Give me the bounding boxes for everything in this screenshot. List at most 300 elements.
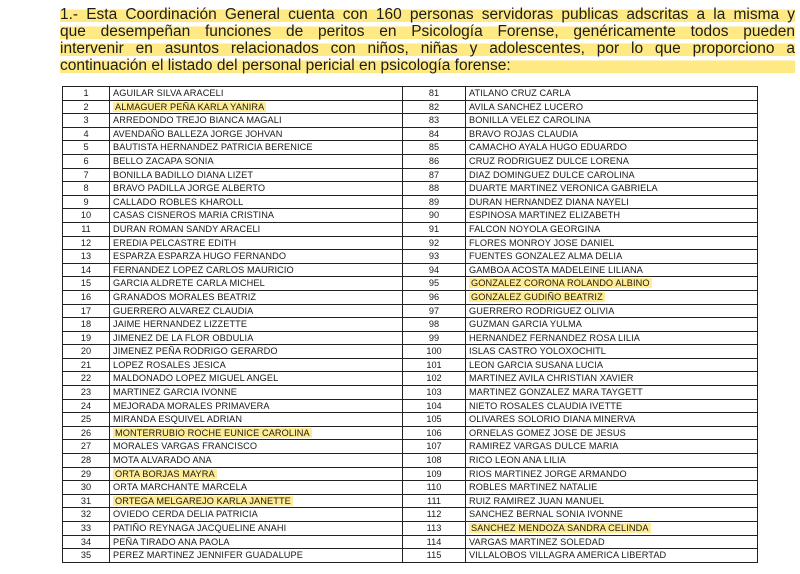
staff-name-right bbox=[466, 195, 758, 209]
row-number-left bbox=[63, 345, 110, 359]
row-number-right bbox=[403, 100, 466, 114]
table-row bbox=[63, 304, 758, 318]
row-number-right bbox=[403, 399, 466, 413]
row-number-left-text: 30 bbox=[80, 482, 92, 493]
row-number-right-text: 81 bbox=[428, 88, 440, 98]
staff-name-right-text: ROBLES MARTINEZ NATALIE bbox=[469, 482, 598, 493]
staff-name-right bbox=[466, 290, 758, 304]
staff-name-right bbox=[466, 413, 758, 427]
staff-name-right bbox=[466, 494, 758, 508]
staff-name-right bbox=[466, 481, 758, 495]
staff-name-left-text: ORTA MARCHANTE MARCELA bbox=[113, 482, 248, 493]
row-number-left-text: 7 bbox=[83, 169, 89, 180]
staff-name-left-text: DURAN ROMAN SANDY ARACELI bbox=[113, 223, 261, 234]
staff-name-left bbox=[110, 494, 403, 508]
table-row bbox=[63, 494, 758, 508]
row-number-right-text: 99 bbox=[428, 332, 440, 343]
staff-name-left bbox=[110, 168, 403, 182]
row-number-left bbox=[63, 127, 110, 141]
staff-name-right bbox=[466, 522, 758, 536]
row-number-left bbox=[63, 195, 110, 209]
staff-name-left-text: MIRANDA ESQUIVEL ADRIAN bbox=[113, 414, 243, 425]
intro-paragraph bbox=[60, 6, 795, 74]
table-row bbox=[63, 522, 758, 536]
row-number-right-text: 95 bbox=[428, 278, 440, 289]
staff-name-right bbox=[466, 304, 758, 318]
staff-name-left-text: BELLO ZACAPA SONIA bbox=[113, 155, 214, 166]
staff-name-left-text: FERNANDEZ LOPEZ CARLOS MAURICIO bbox=[113, 264, 294, 275]
row-number-left-text: 11 bbox=[81, 223, 91, 234]
staff-name-left-text: AVENDAÑO BALLEZA JORGE JOHVAN bbox=[113, 128, 283, 139]
staff-name-right bbox=[466, 168, 758, 182]
staff-name-right bbox=[466, 372, 758, 386]
row-number-right bbox=[403, 195, 466, 209]
table-row bbox=[63, 209, 758, 223]
staff-name-left bbox=[110, 386, 403, 400]
row-number-left bbox=[63, 386, 110, 400]
row-number-right-text: 85 bbox=[428, 142, 440, 153]
row-number-left bbox=[63, 87, 110, 101]
staff-name-right-text: FUENTES GONZALEZ ALMA DELIA bbox=[469, 251, 623, 262]
row-number-left-text: 8 bbox=[83, 183, 89, 194]
staff-name-right-text: FLORES MONROY JOSE DANIEL bbox=[469, 237, 615, 248]
row-number-left-text: 19 bbox=[80, 332, 92, 343]
row-number-right-text: 98 bbox=[428, 319, 440, 330]
staff-table bbox=[62, 86, 758, 563]
row-number-left-text: 15 bbox=[80, 278, 92, 289]
staff-name-right bbox=[466, 141, 758, 155]
row-number-right bbox=[403, 508, 466, 522]
table-row bbox=[63, 277, 758, 291]
row-number-left bbox=[63, 494, 110, 508]
table-row bbox=[63, 331, 758, 345]
row-number-left bbox=[63, 263, 110, 277]
row-number-left bbox=[63, 440, 110, 454]
row-number-right bbox=[403, 154, 466, 168]
staff-name-right-text: RIOS MARTINEZ JORGE ARMANDO bbox=[469, 468, 627, 479]
intro-line: que desempeñan funciones de peritos en Psicología Forense, genéricamente todos pueden bbox=[60, 23, 795, 40]
row-number-left bbox=[63, 209, 110, 223]
row-number-left bbox=[63, 358, 110, 372]
staff-name-left-text: GRANADOS MORALES BEATRIZ bbox=[113, 291, 257, 302]
staff-name-left-text: JAIME HERNANDEZ LIZZETTE bbox=[113, 319, 248, 330]
staff-name-left bbox=[110, 481, 403, 495]
staff-name-left bbox=[110, 331, 403, 345]
row-number-right bbox=[403, 467, 466, 481]
row-number-right-text: 87 bbox=[428, 169, 440, 180]
staff-name-right-text: SANCHEZ BERNAL SONIA IVONNE bbox=[469, 509, 623, 520]
staff-name-right-text: FALCON NOYOLA GEORGINA bbox=[469, 223, 601, 234]
row-number-right bbox=[403, 127, 466, 141]
staff-name-left bbox=[110, 467, 403, 481]
row-number-right-text: 107 bbox=[426, 441, 442, 452]
staff-name-left bbox=[110, 114, 403, 128]
staff-name-left bbox=[110, 454, 403, 468]
row-number-left-text: 16 bbox=[80, 291, 92, 302]
row-number-right bbox=[403, 141, 466, 155]
staff-name-left bbox=[110, 549, 403, 563]
staff-name-left bbox=[110, 426, 403, 440]
table-row bbox=[63, 87, 758, 101]
row-number-left-text: 28 bbox=[80, 455, 92, 466]
table-row bbox=[63, 318, 758, 332]
row-number-right-text: 104 bbox=[426, 400, 442, 411]
staff-name-right-text: GUERRERO RODRIGUEZ OLIVIA bbox=[469, 305, 615, 316]
staff-name-left-text: JIMENEZ DE LA FLOR OBDULIA bbox=[113, 332, 254, 343]
row-number-left-text: 32 bbox=[80, 509, 92, 520]
row-number-left-text: 20 bbox=[80, 346, 92, 357]
row-number-left bbox=[63, 426, 110, 440]
staff-name-left bbox=[110, 222, 403, 236]
staff-name-left bbox=[110, 372, 403, 386]
row-number-right bbox=[403, 209, 466, 223]
staff-name-right-text: BRAVO ROJAS CLAUDIA bbox=[469, 128, 578, 139]
intro-line: 1.- Esta Coordinación General cuenta con 160 personas servidoras publicas adscritas a la misma y bbox=[60, 6, 795, 23]
staff-name-left bbox=[110, 508, 403, 522]
staff-name-right-text: NIETO ROSALES CLAUDIA IVETTE bbox=[469, 400, 623, 411]
staff-name-right-text: AVILA SANCHEZ LUCERO bbox=[469, 101, 584, 112]
row-number-left bbox=[63, 154, 110, 168]
staff-name-left bbox=[110, 87, 403, 101]
staff-name-right bbox=[466, 222, 758, 236]
row-number-right bbox=[403, 318, 466, 332]
staff-name-right bbox=[466, 426, 758, 440]
row-number-right-text: 110 bbox=[426, 482, 442, 493]
row-number-right bbox=[403, 426, 466, 440]
row-number-left bbox=[63, 250, 110, 264]
table-row bbox=[63, 413, 758, 427]
staff-name-right bbox=[466, 277, 758, 291]
table-row bbox=[63, 399, 758, 413]
staff-name-right-text: MARTINEZ AVILA CHRISTIAN XAVIER bbox=[469, 373, 634, 384]
row-number-left bbox=[63, 236, 110, 250]
staff-name-right bbox=[466, 345, 758, 359]
row-number-left-text: 10 bbox=[80, 210, 92, 221]
row-number-right bbox=[403, 222, 466, 236]
staff-name-right bbox=[466, 535, 758, 549]
row-number-right-text: 86 bbox=[428, 155, 440, 166]
staff-name-left-text: BRAVO PADILLA JORGE ALBERTO bbox=[113, 183, 266, 194]
staff-name-left-text: BONILLA BADILLO DIANA LIZET bbox=[113, 169, 254, 180]
staff-name-right-text: DURAN HERNANDEZ DIANA NAYELI bbox=[469, 196, 629, 207]
row-number-right bbox=[403, 345, 466, 359]
table-row bbox=[63, 508, 758, 522]
staff-name-left-text: CASAS CISNEROS MARIA CRISTINA bbox=[113, 210, 275, 221]
row-number-right bbox=[403, 114, 466, 128]
staff-table-body bbox=[63, 87, 758, 563]
row-number-left-text: 9 bbox=[83, 196, 89, 207]
row-number-right-text: 115 bbox=[426, 550, 442, 561]
staff-name-left bbox=[110, 209, 403, 223]
staff-name-right-text: VARGAS MARTINEZ SOLEDAD bbox=[469, 536, 605, 547]
staff-name-left-text: PATIÑO REYNAGA JACQUELINE ANAHI bbox=[113, 523, 287, 533]
row-number-right bbox=[403, 454, 466, 468]
row-number-right-text: 90 bbox=[428, 210, 440, 221]
table-row bbox=[63, 127, 758, 141]
row-number-left bbox=[63, 222, 110, 236]
table-row bbox=[63, 222, 758, 236]
staff-name-right-text: RICO LEON ANA LILIA bbox=[469, 455, 566, 466]
staff-name-left-text: BAUTISTA HERNANDEZ PATRICIA BERENICE bbox=[113, 142, 313, 153]
staff-name-left bbox=[110, 127, 403, 141]
table-row bbox=[63, 386, 758, 400]
staff-name-left-text: OVIEDO CERDA DELIA PATRICIA bbox=[113, 509, 258, 520]
row-number-right bbox=[403, 304, 466, 318]
row-number-left bbox=[63, 535, 110, 549]
row-number-left-text: 12 bbox=[80, 237, 92, 248]
staff-name-left bbox=[110, 318, 403, 332]
staff-name-left-text: ORTEGA MELGAREJO KARLA JANETTE bbox=[115, 495, 291, 506]
staff-name-left bbox=[110, 440, 403, 454]
staff-name-left-text: JIMENEZ PEÑA RODRIGO GERARDO bbox=[113, 346, 278, 357]
table-row bbox=[63, 263, 758, 277]
table-row bbox=[63, 440, 758, 454]
staff-name-left-text: MALDONADO LOPEZ MIGUEL ANGEL bbox=[113, 373, 279, 384]
row-number-right bbox=[403, 87, 466, 101]
row-number-left-text: 24 bbox=[80, 400, 92, 411]
row-number-right bbox=[403, 494, 466, 508]
table-row bbox=[63, 549, 758, 563]
staff-name-right-text: CRUZ RODRIGUEZ DULCE LORENA bbox=[469, 155, 629, 166]
row-number-right-text: 105 bbox=[426, 414, 442, 425]
staff-name-right bbox=[466, 114, 758, 128]
staff-name-left-text: MEJORADA MORALES PRIMAVERA bbox=[113, 400, 270, 411]
table-row bbox=[63, 372, 758, 386]
row-number-left-text: 4 bbox=[83, 128, 89, 139]
staff-name-right-text: RUIZ RAMIREZ JUAN MANUEL bbox=[469, 495, 605, 506]
row-number-right-text: 113 bbox=[426, 523, 442, 533]
table-row bbox=[63, 182, 758, 196]
staff-name-left-text: PEÑA TIRADO ANA PAOLA bbox=[113, 536, 230, 547]
row-number-left-text: 23 bbox=[80, 387, 92, 398]
row-number-right-text: 102 bbox=[426, 373, 442, 384]
staff-name-left-text: MOTA ALVARADO ANA bbox=[113, 455, 212, 466]
row-number-left-text: 1 bbox=[83, 88, 89, 98]
row-number-right-text: 84 bbox=[428, 128, 440, 139]
staff-name-left-text: MORALES VARGAS FRANCISCO bbox=[113, 441, 258, 452]
row-number-right-text: 88 bbox=[428, 183, 440, 194]
staff-name-right bbox=[466, 182, 758, 196]
intro-line: intervenir en asuntos relacionados con niños, niñas y adolescentes, por lo que proporciono a bbox=[60, 40, 795, 57]
staff-name-right-text: ORNELAS GOMEZ JOSE DE JESUS bbox=[469, 427, 626, 438]
row-number-right bbox=[403, 549, 466, 563]
staff-name-left-text: ESPARZA ESPARZA HUGO FERNANDO bbox=[113, 251, 287, 262]
row-number-left-text: 17 bbox=[80, 305, 92, 316]
row-number-left bbox=[63, 413, 110, 427]
table-row bbox=[63, 250, 758, 264]
table-row bbox=[63, 236, 758, 250]
staff-name-left-text: AGUILAR SILVA ARACELI bbox=[113, 88, 224, 98]
row-number-right bbox=[403, 290, 466, 304]
staff-name-right bbox=[466, 358, 758, 372]
staff-name-left bbox=[110, 535, 403, 549]
staff-name-right bbox=[466, 549, 758, 563]
row-number-right-text: 111 bbox=[427, 495, 441, 506]
table-row bbox=[63, 481, 758, 495]
staff-name-right bbox=[466, 454, 758, 468]
row-number-right-text: 114 bbox=[426, 536, 442, 547]
row-number-left-text: 6 bbox=[83, 155, 89, 166]
staff-name-right-text: GAMBOA ACOSTA MADELEINE LILIANA bbox=[469, 264, 643, 275]
row-number-left-text: 3 bbox=[83, 115, 89, 126]
table-row bbox=[63, 454, 758, 468]
row-number-right-text: 82 bbox=[428, 101, 440, 112]
row-number-left bbox=[63, 372, 110, 386]
row-number-right bbox=[403, 168, 466, 182]
staff-name-left bbox=[110, 413, 403, 427]
row-number-left bbox=[63, 114, 110, 128]
staff-name-left bbox=[110, 263, 403, 277]
staff-name-right-text: SANCHEZ MENDOZA SANDRA CELINDA bbox=[471, 523, 649, 533]
staff-name-left-text: PEREZ MARTINEZ JENNIFER GUADALUPE bbox=[113, 550, 303, 561]
row-number-right bbox=[403, 250, 466, 264]
staff-name-right bbox=[466, 100, 758, 114]
staff-name-left bbox=[110, 182, 403, 196]
staff-name-left-text: ARREDONDO TREJO BIANCA MAGALI bbox=[113, 115, 282, 126]
row-number-left-text: 27 bbox=[80, 441, 92, 452]
staff-name-right-text: CAMACHO AYALA HUGO EDUARDO bbox=[469, 142, 627, 153]
staff-name-right bbox=[466, 263, 758, 277]
staff-name-right-text: MARTINEZ GONZALEZ MARA TAYGETT bbox=[469, 387, 643, 398]
row-number-right-text: 106 bbox=[426, 427, 442, 438]
staff-name-right-text: GUZMAN GARCIA YULMA bbox=[469, 319, 583, 330]
staff-name-right-text: HERNANDEZ FERNANDEZ ROSA LILIA bbox=[469, 332, 640, 343]
staff-name-left-text: ORTA BORJAS MAYRA bbox=[115, 468, 215, 479]
staff-name-right bbox=[466, 250, 758, 264]
staff-name-right bbox=[466, 236, 758, 250]
row-number-right bbox=[403, 535, 466, 549]
row-number-right-text: 83 bbox=[428, 115, 440, 126]
table-row bbox=[63, 141, 758, 155]
staff-name-left-text: CALLADO ROBLES KHAROLL bbox=[113, 196, 244, 207]
staff-name-left-text: LOPEZ ROSALES JESICA bbox=[113, 359, 226, 370]
table-row bbox=[63, 195, 758, 209]
staff-name-left bbox=[110, 100, 403, 114]
row-number-left-text: 29 bbox=[80, 468, 92, 479]
staff-name-right-text: ATILANO CRUZ CARLA bbox=[469, 88, 571, 98]
staff-name-right-text: ISLAS CASTRO YOLOXOCHITL bbox=[469, 346, 607, 357]
row-number-left-text: 33 bbox=[80, 523, 92, 533]
staff-name-left-text: EREDIA PELCASTRE EDITH bbox=[113, 237, 237, 248]
row-number-right bbox=[403, 236, 466, 250]
staff-name-right bbox=[466, 399, 758, 413]
row-number-left bbox=[63, 549, 110, 563]
row-number-left bbox=[63, 141, 110, 155]
staff-name-left-text: ALMAGUER PEÑA KARLA YANIRA bbox=[115, 101, 265, 112]
staff-name-left-text: GARCIA ALDRETE CARLA MICHEL bbox=[113, 278, 265, 289]
table-row bbox=[63, 290, 758, 304]
row-number-right-text: 112 bbox=[426, 509, 442, 520]
table-row bbox=[63, 114, 758, 128]
row-number-left-text: 21 bbox=[80, 359, 92, 370]
row-number-left-text: 14 bbox=[80, 264, 92, 275]
staff-name-right bbox=[466, 440, 758, 454]
staff-name-right bbox=[466, 508, 758, 522]
row-number-right bbox=[403, 263, 466, 277]
staff-name-right-text: DUARTE MARTINEZ VERONICA GABRIELA bbox=[469, 183, 658, 194]
row-number-right-text: 91 bbox=[428, 223, 440, 234]
row-number-right bbox=[403, 522, 466, 536]
row-number-left bbox=[63, 331, 110, 345]
row-number-left bbox=[63, 508, 110, 522]
row-number-right bbox=[403, 277, 466, 291]
row-number-right bbox=[403, 331, 466, 345]
row-number-right-text: 103 bbox=[426, 387, 442, 398]
row-number-left bbox=[63, 318, 110, 332]
staff-name-left bbox=[110, 195, 403, 209]
row-number-left-text: 31 bbox=[80, 495, 92, 506]
staff-name-left-text: MONTERRUBIO ROCHE EUNICE CAROLINA bbox=[115, 427, 310, 438]
staff-name-right-text: BONILLA VELEZ CAROLINA bbox=[469, 115, 591, 126]
staff-name-left bbox=[110, 141, 403, 155]
table-row bbox=[63, 154, 758, 168]
staff-name-left bbox=[110, 154, 403, 168]
row-number-left bbox=[63, 290, 110, 304]
staff-name-right-text: DIAZ DOMINGUEZ DULCE CAROLINA bbox=[469, 169, 635, 180]
table-row bbox=[63, 345, 758, 359]
row-number-right-text: 108 bbox=[426, 455, 442, 466]
row-number-left-text: 34 bbox=[80, 536, 92, 547]
staff-name-left bbox=[110, 358, 403, 372]
row-number-left-text: 25 bbox=[80, 414, 92, 425]
row-number-right bbox=[403, 481, 466, 495]
staff-name-left bbox=[110, 250, 403, 264]
staff-name-right-text: VILLALOBOS VILLAGRA AMERICA LIBERTAD bbox=[469, 550, 667, 561]
row-number-left bbox=[63, 182, 110, 196]
row-number-left bbox=[63, 522, 110, 536]
row-number-right-text: 89 bbox=[428, 196, 440, 207]
row-number-left bbox=[63, 454, 110, 468]
staff-name-right bbox=[466, 467, 758, 481]
staff-name-left-text: GUERRERO ALVAREZ CLAUDIA bbox=[113, 305, 254, 316]
staff-name-left bbox=[110, 522, 403, 536]
staff-name-right-text: LEON GARCIA SUSANA LUCIA bbox=[469, 359, 604, 370]
row-number-right-text: 100 bbox=[426, 346, 442, 357]
row-number-right bbox=[403, 182, 466, 196]
staff-name-right-text: ESPINOSA MARTINEZ ELIZABETH bbox=[469, 210, 621, 221]
row-number-left-text: 2 bbox=[83, 101, 89, 112]
staff-name-left bbox=[110, 399, 403, 413]
row-number-right-text: 97 bbox=[428, 305, 440, 316]
staff-name-left bbox=[110, 290, 403, 304]
row-number-right bbox=[403, 372, 466, 386]
table-row bbox=[63, 426, 758, 440]
row-number-left bbox=[63, 481, 110, 495]
row-number-left-text: 26 bbox=[80, 427, 92, 438]
row-number-left-text: 35 bbox=[80, 550, 92, 561]
table-row bbox=[63, 168, 758, 182]
staff-name-left bbox=[110, 277, 403, 291]
staff-name-right bbox=[466, 318, 758, 332]
table-row bbox=[63, 100, 758, 114]
staff-name-right-text: GONZALEZ GUDIÑO BEATRIZ bbox=[471, 291, 603, 302]
staff-name-left bbox=[110, 236, 403, 250]
staff-name-right-text: GONZALEZ CORONA ROLANDO ALBINO bbox=[471, 278, 650, 289]
row-number-left-text: 13 bbox=[80, 251, 92, 262]
row-number-left bbox=[63, 168, 110, 182]
row-number-left bbox=[63, 399, 110, 413]
row-number-right bbox=[403, 386, 466, 400]
table-row bbox=[63, 358, 758, 372]
staff-name-right-text: RAMIREZ VARGAS DULCE MARIA bbox=[469, 441, 619, 452]
staff-name-right bbox=[466, 87, 758, 101]
table-row bbox=[63, 535, 758, 549]
staff-name-right bbox=[466, 331, 758, 345]
intro-line: continuación el listado del personal pericial en psicología forense: bbox=[60, 57, 795, 74]
row-number-left-text: 5 bbox=[83, 142, 89, 153]
staff-name-left bbox=[110, 345, 403, 359]
row-number-right-text: 94 bbox=[428, 264, 440, 275]
